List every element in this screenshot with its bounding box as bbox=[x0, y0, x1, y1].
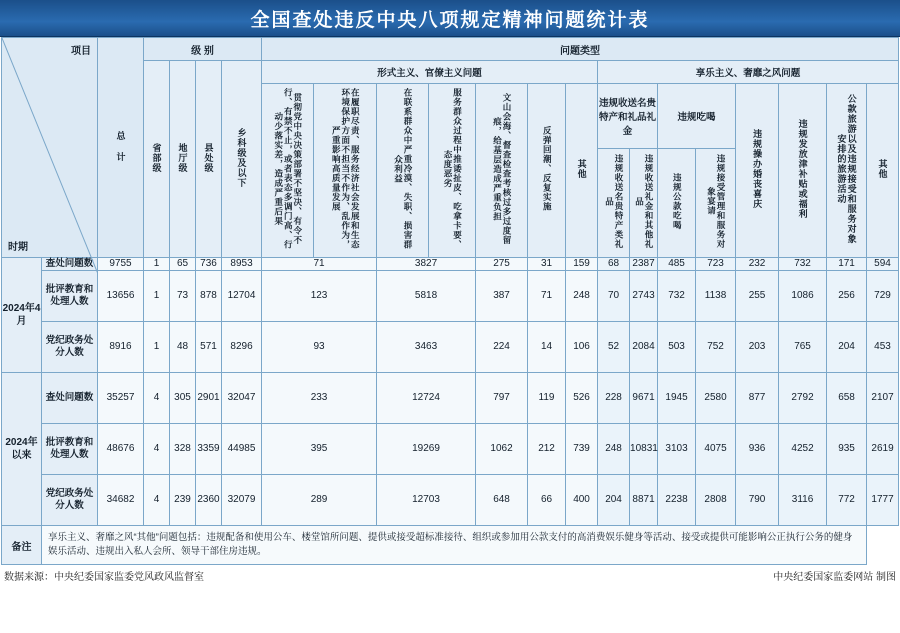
cell-total: 48676 bbox=[98, 423, 144, 474]
cell-level-township: 12704 bbox=[222, 270, 262, 321]
row-label: 查处问题数 bbox=[42, 258, 98, 271]
cell-level-prefecture: 328 bbox=[170, 423, 196, 474]
row-label: 党纪政务处分人数 bbox=[42, 321, 98, 372]
level-province-header: 省部级 bbox=[144, 61, 170, 258]
cell-hedonism-3: 485 bbox=[658, 258, 696, 271]
formalism-col-1: 贯彻党中央决策部署不坚决、有令不行、有禁不止，或者表态多调门高、行动少落实差，造成严重后果 bbox=[262, 84, 314, 258]
cell-formalism-other: 106 bbox=[566, 321, 598, 372]
cell-hedonism-7: 935 bbox=[827, 423, 867, 474]
cell-formalism-2: 3827 bbox=[377, 258, 476, 271]
cell-hedonism-4: 4075 bbox=[696, 423, 736, 474]
level-group-header: 级 别 bbox=[144, 38, 262, 61]
table-row bbox=[2, 258, 899, 271]
corner-label-item: 项目 bbox=[71, 46, 91, 57]
table-row bbox=[2, 270, 899, 321]
cell-hedonism-other: 2107 bbox=[867, 372, 899, 423]
total-header-label: 总 计 bbox=[115, 130, 126, 162]
cell-hedonism-3: 503 bbox=[658, 321, 696, 372]
cell-hedonism-4: 723 bbox=[696, 258, 736, 271]
header-row-1 bbox=[2, 38, 899, 61]
formalism-col-2: 在履职尽责、服务经济社会发展和生态环境保护方面不担当不作为、乱作为，严重影响高质量发展 bbox=[314, 84, 377, 258]
cell-hedonism-5: 203 bbox=[736, 321, 779, 372]
hedonism-eat-header: 违规吃喝 bbox=[658, 84, 736, 149]
cell-formalism-2: 3463 bbox=[377, 321, 476, 372]
cell-formalism-2: 19269 bbox=[377, 423, 476, 474]
cell-level-province: 1 bbox=[144, 258, 170, 271]
row-label: 批评教育和处理人数 bbox=[42, 270, 98, 321]
cell-hedonism-2: 8871 bbox=[630, 474, 658, 525]
cell-level-township: 8953 bbox=[222, 258, 262, 271]
cell-hedonism-1: 70 bbox=[598, 270, 630, 321]
cell-hedonism-1: 204 bbox=[598, 474, 630, 525]
cell-hedonism-other: 1777 bbox=[867, 474, 899, 525]
formalism-col-4: 服务群众过程中推诿扯皮、吃拿卡要、态度恶劣 bbox=[429, 84, 476, 258]
hedonism-gift-header: 违规收送名贵特产和礼品礼金 bbox=[598, 84, 658, 149]
cell-hedonism-5: 936 bbox=[736, 423, 779, 474]
cell-hedonism-2: 10831 bbox=[630, 423, 658, 474]
row-label: 批评教育和处理人数 bbox=[42, 423, 98, 474]
cell-formalism-4: 119 bbox=[528, 372, 566, 423]
cell-hedonism-4: 2808 bbox=[696, 474, 736, 525]
row-label: 党纪政务处分人数 bbox=[42, 474, 98, 525]
cell-formalism-1: 233 bbox=[262, 372, 377, 423]
formalism-col-5: 文山会海、督查检查考核过多过度留痕，给基层造成严重负担 bbox=[476, 84, 528, 258]
cell-formalism-1: 71 bbox=[262, 258, 377, 271]
statistics-table bbox=[1, 37, 899, 565]
cell-level-prefecture: 305 bbox=[170, 372, 196, 423]
cell-level-prefecture: 48 bbox=[170, 321, 196, 372]
cell-hedonism-6: 765 bbox=[779, 321, 827, 372]
hedonism-other-header: 其他 bbox=[867, 84, 899, 258]
hedonism-group-header: 享乐主义、奢靡之风问题 bbox=[598, 61, 899, 84]
cell-formalism-3: 797 bbox=[476, 372, 528, 423]
cell-hedonism-2: 9671 bbox=[630, 372, 658, 423]
cell-hedonism-4: 752 bbox=[696, 321, 736, 372]
cell-hedonism-3: 3103 bbox=[658, 423, 696, 474]
cell-hedonism-3: 732 bbox=[658, 270, 696, 321]
cell-level-province: 1 bbox=[144, 270, 170, 321]
cell-hedonism-1: 228 bbox=[598, 372, 630, 423]
footer bbox=[0, 565, 900, 585]
cell-formalism-3: 224 bbox=[476, 321, 528, 372]
cell-formalism-other: 526 bbox=[566, 372, 598, 423]
cell-formalism-other: 248 bbox=[566, 270, 598, 321]
table-row bbox=[2, 372, 899, 423]
cell-formalism-other: 739 bbox=[566, 423, 598, 474]
cell-level-township: 44985 bbox=[222, 423, 262, 474]
cell-hedonism-4: 2580 bbox=[696, 372, 736, 423]
cell-level-province: 4 bbox=[144, 474, 170, 525]
cell-hedonism-1: 248 bbox=[598, 423, 630, 474]
cell-level-county: 2901 bbox=[196, 372, 222, 423]
cell-hedonism-1: 52 bbox=[598, 321, 630, 372]
cell-level-township: 32047 bbox=[222, 372, 262, 423]
cell-formalism-1: 395 bbox=[262, 423, 377, 474]
title-bar bbox=[0, 0, 900, 37]
table-row bbox=[2, 321, 899, 372]
cell-formalism-2: 5818 bbox=[377, 270, 476, 321]
cell-level-county: 2360 bbox=[196, 474, 222, 525]
cell-formalism-3: 648 bbox=[476, 474, 528, 525]
period-label-2024-ytd: 2024年以来 bbox=[2, 372, 42, 525]
cell-hedonism-2: 2387 bbox=[630, 258, 658, 271]
level-township-header: 乡科级及以下 bbox=[222, 61, 262, 258]
cell-total: 8916 bbox=[98, 321, 144, 372]
cell-level-county: 736 bbox=[196, 258, 222, 271]
table-row bbox=[2, 474, 899, 525]
cell-level-county: 571 bbox=[196, 321, 222, 372]
cell-hedonism-6: 2792 bbox=[779, 372, 827, 423]
cell-formalism-3: 275 bbox=[476, 258, 528, 271]
cell-hedonism-3: 1945 bbox=[658, 372, 696, 423]
cell-total: 35257 bbox=[98, 372, 144, 423]
chart-maker: 中央纪委国家监委网站 制图 bbox=[773, 571, 896, 583]
period-label-2024-04: 2024年4月 bbox=[2, 258, 42, 373]
cell-formalism-2: 12703 bbox=[377, 474, 476, 525]
problem-type-group-header: 问题类型 bbox=[262, 38, 899, 61]
cell-formalism-3: 387 bbox=[476, 270, 528, 321]
cell-hedonism-other: 594 bbox=[867, 258, 899, 271]
cell-hedonism-2: 2084 bbox=[630, 321, 658, 372]
level-prefecture-header: 地厅级 bbox=[170, 61, 196, 258]
cell-level-prefecture: 239 bbox=[170, 474, 196, 525]
cell-hedonism-6: 732 bbox=[779, 258, 827, 271]
cell-level-province: 4 bbox=[144, 372, 170, 423]
cell-hedonism-5: 877 bbox=[736, 372, 779, 423]
cell-level-township: 32079 bbox=[222, 474, 262, 525]
cell-hedonism-7: 256 bbox=[827, 270, 867, 321]
cell-formalism-4: 31 bbox=[528, 258, 566, 271]
hedonism-eat-sub-2: 违规接受管理和服务对象宴请 bbox=[696, 149, 736, 258]
cell-hedonism-6: 1086 bbox=[779, 270, 827, 321]
corner-header bbox=[2, 38, 98, 258]
cell-level-province: 1 bbox=[144, 321, 170, 372]
cell-formalism-4: 14 bbox=[528, 321, 566, 372]
cell-hedonism-6: 4252 bbox=[779, 423, 827, 474]
corner-label-period: 时期 bbox=[8, 242, 28, 253]
cell-hedonism-7: 772 bbox=[827, 474, 867, 525]
cell-level-prefecture: 73 bbox=[170, 270, 196, 321]
cell-formalism-other: 159 bbox=[566, 258, 598, 271]
total-header bbox=[98, 38, 144, 258]
cell-hedonism-3: 2238 bbox=[658, 474, 696, 525]
cell-level-township: 8296 bbox=[222, 321, 262, 372]
cell-formalism-4: 66 bbox=[528, 474, 566, 525]
cell-hedonism-other: 729 bbox=[867, 270, 899, 321]
data-source: 数据来源：中央纪委国家监委党风政风监督室 bbox=[4, 571, 204, 583]
cell-formalism-1: 93 bbox=[262, 321, 377, 372]
formalism-group-header: 形式主义、官僚主义问题 bbox=[262, 61, 598, 84]
note-row bbox=[2, 525, 899, 565]
cell-hedonism-6: 3116 bbox=[779, 474, 827, 525]
page-title: 全国查处违反中央八项规定精神问题统计表 bbox=[250, 8, 650, 31]
cell-hedonism-7: 204 bbox=[827, 321, 867, 372]
formalism-col-other: 其他 bbox=[566, 84, 598, 258]
hedonism-wedding-header: 违规操办婚丧喜庆 bbox=[736, 84, 779, 258]
cell-formalism-4: 71 bbox=[528, 270, 566, 321]
cell-hedonism-7: 171 bbox=[827, 258, 867, 271]
cell-level-prefecture: 65 bbox=[170, 258, 196, 271]
hedonism-gift-sub-2: 违规收送礼金和其他礼品 bbox=[630, 149, 658, 258]
hedonism-travel-header: 公款旅游以及违规接受和服务对象安排的旅游活动 bbox=[827, 84, 867, 258]
row-label: 查处问题数 bbox=[42, 372, 98, 423]
cell-hedonism-5: 232 bbox=[736, 258, 779, 271]
cell-hedonism-7: 658 bbox=[827, 372, 867, 423]
cell-level-province: 4 bbox=[144, 423, 170, 474]
cell-formalism-other: 400 bbox=[566, 474, 598, 525]
cell-total: 34682 bbox=[98, 474, 144, 525]
cell-hedonism-2: 2743 bbox=[630, 270, 658, 321]
hedonism-eat-sub-1: 违规公款吃喝 bbox=[658, 149, 696, 258]
formalism-col-3: 在联系群众中严重冷漠、失职、损害群众利益 bbox=[377, 84, 429, 258]
note-label: 备注 bbox=[2, 525, 42, 565]
cell-hedonism-1: 68 bbox=[598, 258, 630, 271]
cell-formalism-1: 289 bbox=[262, 474, 377, 525]
note-text: 享乐主义、奢靡之风“其他”问题包括：违规配备和使用公车、楼堂馆所问题、提供或接受超标准接待、组织或参加用公款支付的高消费娱乐健身等活动、接受或提供可能影响公正执行公务的健身娱乐活动、违规出入私人会所、领导干部住房违规。 bbox=[42, 525, 867, 565]
hedonism-gift-sub-1: 违规收送名贵特产类礼品 bbox=[598, 149, 630, 258]
cell-level-county: 3359 bbox=[196, 423, 222, 474]
cell-hedonism-5: 790 bbox=[736, 474, 779, 525]
hedonism-allowance-header: 违规发放津补贴或福利 bbox=[779, 84, 827, 258]
cell-formalism-3: 1062 bbox=[476, 423, 528, 474]
table-row bbox=[2, 423, 899, 474]
level-county-header: 县处级 bbox=[196, 61, 222, 258]
formalism-col-6: 反弹回潮、反复实施 bbox=[528, 84, 566, 258]
cell-hedonism-other: 453 bbox=[867, 321, 899, 372]
cell-formalism-1: 123 bbox=[262, 270, 377, 321]
cell-hedonism-other: 2619 bbox=[867, 423, 899, 474]
cell-hedonism-4: 1138 bbox=[696, 270, 736, 321]
cell-total: 9755 bbox=[98, 258, 144, 271]
cell-level-county: 878 bbox=[196, 270, 222, 321]
cell-formalism-2: 12724 bbox=[377, 372, 476, 423]
cell-total: 13656 bbox=[98, 270, 144, 321]
cell-formalism-4: 212 bbox=[528, 423, 566, 474]
cell-hedonism-5: 255 bbox=[736, 270, 779, 321]
